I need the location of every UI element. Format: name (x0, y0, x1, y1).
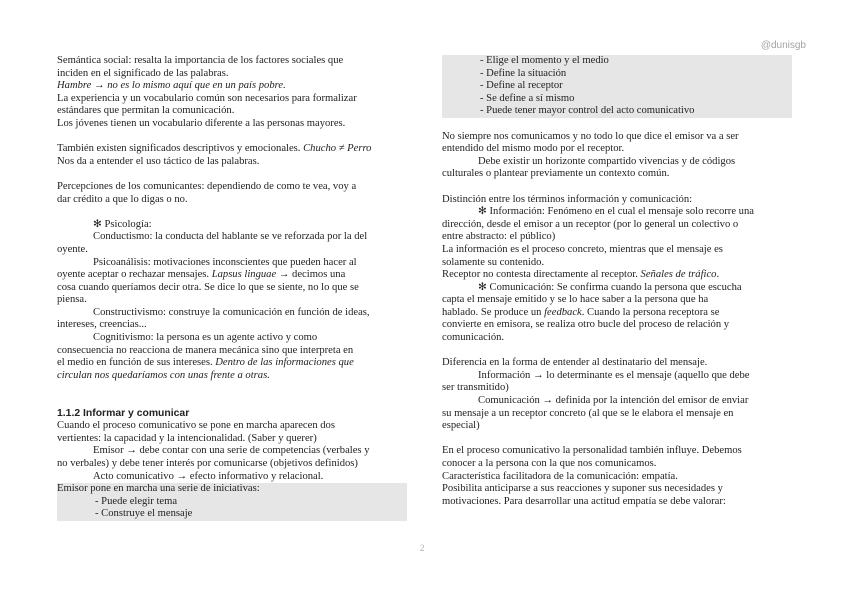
text-line: piensa. (57, 294, 87, 306)
text-line: entendido del mismo modo por el receptor. (442, 143, 625, 155)
text-line: La información es el proceso concreto, mientras que el mensaje es (442, 243, 723, 255)
text-line: Nos da a entender el uso táctico de las palabras. (57, 155, 260, 167)
text-line: intereses, creencias... (57, 319, 147, 331)
text-line: Constructivismo: construye la comunicación en función de ideas, (93, 306, 370, 318)
text-line: entre abstracto: el público) (442, 231, 556, 243)
text-line: solamente su contenido. (442, 256, 545, 268)
text-line: motivaciones. Para desarrollar una actitud empatía se debe valorar: (442, 495, 726, 507)
text-line: Posibilita anticiparse a sus reacciones y suponer sus necesidades y (442, 483, 723, 495)
text-line: Conductismo: la conducta del hablante se ve reforzada por la del (93, 231, 368, 243)
text-line: circulan nos quedaríamos con unas frente a otras. (57, 369, 270, 381)
text-line: No siempre nos comunicamos y no todo lo que dice el emisor va a ser (442, 130, 739, 142)
list-item: - Puede elegir tema (95, 495, 178, 507)
text-line: También existen significados descriptivos y emocionales. Chucho ≠ Perro (57, 143, 372, 155)
text-line: Semántica social: resalta la importancia de los factores sociales que (57, 55, 344, 66)
text-line: no verbales) y debe tener interés por comunicarse (objetivos definidos) (57, 458, 358, 469)
text-line: Cognitivismo: la persona es un agente activo y como (93, 332, 318, 344)
text-line: capta el mensaje emitido y se lo hace saber a la persona que ha (442, 294, 709, 306)
list-item: - Se define a sí mismo (480, 92, 575, 104)
text-line: Emisor → debe contar con una serie de competencias (verbales y (93, 445, 370, 457)
list-item: - Define al receptor (480, 80, 563, 92)
text-line: su mensaje a un receptor concreto (al que se le elabora el mensaje en (442, 407, 734, 419)
list-item: - Puede tener mayor control del acto comunicativo (480, 105, 695, 117)
text-line: especial) (442, 420, 480, 432)
text-line: Emisor pone en marcha una serie de iniciativas: (57, 483, 260, 495)
text-line: Percepciones de los comunicantes: dependiendo de como te vea, voy a (57, 180, 357, 192)
right-column (442, 55, 792, 508)
text-line: Hambre → no es lo mismo aquí que en un país pobre. (57, 80, 286, 92)
text-line: inciden en el significado de las palabras. (57, 67, 229, 79)
text-line: cosa cuando queríamos decir otra. Se dice lo que se siente, no lo que se (57, 281, 359, 293)
list-item: - Elige el momento y el medio (480, 55, 609, 66)
text-line: estándares que permitan la comunicación. (57, 105, 235, 117)
text-line: ✻ Información: Fenómeno en el cual el mensaje solo recorre una (478, 206, 754, 218)
text-line: consecuencia no reacciona de manera mecánica sino que interpreta en (57, 344, 354, 356)
highlighted-list (57, 483, 407, 521)
text-line: Acto comunicativo → efecto informativo y relacional. (93, 470, 324, 482)
text-line: ✻ Comunicación: Se confirma cuando la persona que escucha (478, 281, 742, 293)
highlighted-list (442, 55, 792, 118)
text-line: Receptor no contesta directamente al receptor. Señales de tráfico. (442, 269, 720, 281)
text-line: el medio en función de sus intereses. Dentro de las informaciones que (57, 357, 354, 369)
text-line: Psicoanálisis: motivaciones inconscientes que pueden hacer al (93, 256, 357, 268)
text-line: oyente aceptar o rechazar mensajes. Lapsus linguae → decimos una (57, 269, 346, 281)
text-line: convierte en emisora, se realiza otro bucle del proceso de relación y (442, 319, 730, 331)
text-line: En el proceso comunicativo la personalidad también influye. Debemos (442, 445, 742, 457)
text-line: Distinción entre los términos información y comunicación: (442, 193, 693, 205)
section-heading: 1.1.2 Informar y comunicar (57, 407, 190, 419)
text-line: comunicación. (442, 332, 505, 344)
text-line: Cuando el proceso comunicativo se pone en marcha aparecen dos (57, 420, 335, 432)
text-line: Característica facilitadora de la comunicación: empatía. (442, 470, 678, 482)
text-line: culturales o plantear previamente un contexto común. (442, 168, 670, 180)
left-column (57, 55, 407, 521)
text-line: conocer a la persona con la que nos comunicamos. (442, 458, 657, 469)
watermark: @dunisgb (760, 40, 806, 51)
text-line: Los jóvenes tienen un vocabulario diferente a las personas mayores. (57, 117, 346, 129)
text-line: Debe existir un horizonte compartido vivencias y de códigos (478, 155, 736, 167)
text-line: vertientes: la capacidad y la intencionalidad. (Saber y querer) (57, 432, 317, 444)
text-line: dar crédito a que lo digas o no. (57, 193, 188, 205)
text-line: oyente. (57, 243, 88, 255)
text-line: Información → lo determinante es el mensaje (aquello que debe (478, 369, 750, 381)
text-line: ser transmitido) (442, 382, 509, 394)
list-item: - Define la situación (480, 67, 567, 79)
text-line: dirección, desde el emisor a un receptor (por lo general un colectivo o (442, 218, 739, 230)
text-line: Diferencia en la forma de entender al destinatario del mensaje. (442, 357, 708, 369)
page-number: 2 (420, 543, 425, 553)
list-item: - Construye el mensaje (95, 508, 193, 520)
text-line: Comunicación → definida por la intención del emisor de enviar (478, 395, 749, 407)
text-line: hablado. Se produce un feedback. Cuando la persona receptora se (442, 306, 720, 318)
text-line: ✻ Psicología: (93, 218, 152, 230)
text-line: La experiencia y un vocabulario común son necesarios para formalizar (57, 92, 357, 104)
